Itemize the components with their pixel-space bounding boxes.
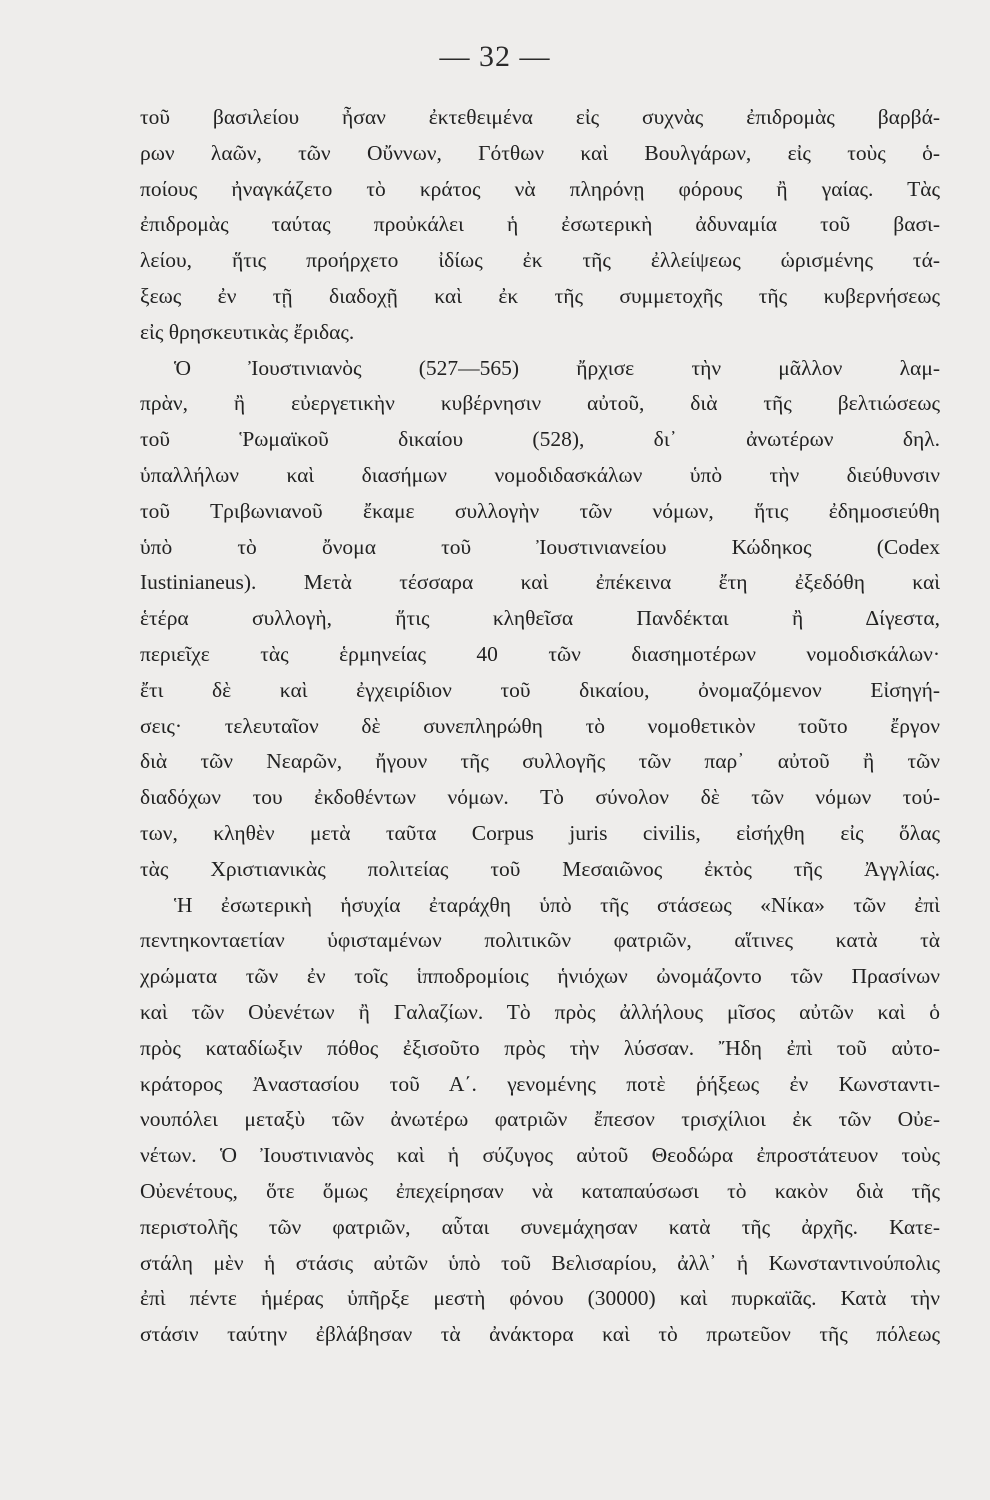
text-line: ρων λαῶν, τῶν Οὔννων, Γότθων καὶ Βουλγάρων, εἰς τοὺς ὁ- (140, 140, 940, 165)
text-line: ξεως ἐν τῇ διαδοχῇ καὶ ἐκ τῆς συμμετοχῆς τῆς κυβερνήσεως (140, 283, 940, 308)
text-line: Ἡ ἐσωτερικὴ ἡσυχία ἐταράχθη ὑπὸ τῆς στάσεως «Νίκα» τῶν ἐπὶ (174, 892, 940, 917)
text-line: λείου, ἥτις προήρχετο ἰδίως ἐκ τῆς ἐλλείψεως ὡρισμένης τά- (140, 248, 940, 273)
text-line: τοῦ Ῥωμαϊκοῦ δικαίου (528), δι᾽ ἀνωτέρων δηλ. (140, 427, 940, 452)
text-line: ἐπιδρομὰς ταύτας προὐκάλει ἡ ἐσωτερικὴ ἀδυναμία τοῦ βασι- (140, 212, 940, 237)
body-text (140, 100, 940, 1353)
text-line: στάλη μὲν ἡ στάσις αὐτῶν ὑπὸ τοῦ Βελισαρίου, ἀλλ᾽ ἡ Κωνσταντινούπολις (140, 1250, 940, 1275)
text-line: ἑτέρα συλλογὴ, ἥτις κληθεῖσα Πανδέκται ἢ Δίγεστα, (140, 606, 940, 631)
text-line: ἐπὶ πέντε ἡμέρας ὑπῆρξε μεστὴ φόνου (30000) καὶ πυρκαϊᾶς. Κατὰ τὴν (140, 1286, 940, 1311)
page-number: — 32 — (439, 40, 551, 73)
text-line: Iustinianeus). Μετὰ τέσσαρα καὶ ἐπέκεινα ἔτη ἐξεδόθη καὶ (140, 570, 940, 595)
text-line: διαδόχων του ἐκδοθέντων νόμων. Τὸ σύνολον δὲ τῶν νόμων τού- (140, 785, 940, 810)
text-line: τοῦ βασιλείου ἦσαν ἐκτεθειμένα εἰς συχνὰς ἐπιδρομὰς βαρβά- (140, 105, 940, 129)
text-line: στάσιν ταύτην ἐβλάβησαν τὰ ἀνάκτορα καὶ τὸ πρωτεῦον τῆς πόλεως (140, 1322, 940, 1347)
text-line: των, κληθὲν μετὰ ταῦτα Corpus juris civilis, εἰσήχθη εἰς ὅλας (140, 820, 940, 845)
text-line: πεντηκονταετίαν ὑφισταμένων πολιτικῶν φατριῶν, αἵτινες κατὰ τὰ (140, 928, 940, 953)
text-line: νουπόλει μεταξὺ τῶν ἀνωτέρω φατριῶν ἔπεσον τρισχίλιοι ἐκ τῶν Οὐε- (140, 1107, 940, 1132)
text-line: σεις· τελευταῖον δὲ συνεπληρώθη τὸ νομοθετικὸν τοῦτο ἔργον (140, 713, 940, 738)
text-line: ὑπὸ τὸ ὄνομα τοῦ Ἰουστινιανείου Κώδηκος (Codex (140, 534, 940, 559)
text-line: χρώματα τῶν ἐν τοῖς ἱπποδρομίοις ἡνιόχων ὠνομάζοντο τῶν Πρασίνων (140, 964, 940, 989)
text-line: καὶ τῶν Οὐενέτων ἢ Γαλαζίων. Τὸ πρὸς ἀλλήλους μῖσος αὐτῶν καὶ ὁ (140, 999, 940, 1024)
text-line: νέτων. Ὁ Ἰουστινιανὸς καὶ ἡ σύζυγος αὐτοῦ Θεοδώρα ἐπροστάτευον τοὺς (140, 1143, 940, 1168)
text-line: τοῦ Τριβωνιανοῦ ἔκαμε συλλογὴν τῶν νόμων, ἥτις ἐδημοσιεύθη (140, 498, 940, 523)
text-line: διὰ τῶν Νεαρῶν, ἤγουν τῆς συλλογῆς τῶν παρ᾽ αὐτοῦ ἢ τῶν (140, 749, 940, 774)
text-line: ἔτι δὲ καὶ ἐγχειρίδιον τοῦ δικαίου, ὀνομαζόμενον Εἰσηγή- (140, 677, 940, 702)
text-line: εἰς θρησκευτικὰς ἔριδας. (140, 319, 355, 344)
text-line: κράτορος Ἀναστασίου τοῦ Α΄. γενομένης ποτὲ ῥήξεως ἐν Κωνσταντι- (140, 1071, 940, 1096)
text-line: Ὁ Ἰουστινιανὸς (527—565) ἤρχισε τὴν μᾶλλον λαμ- (174, 355, 940, 380)
text-line: ὑπαλλήλων καὶ διασήμων νομοδιδασκάλων ὑπὸ τὴν διεύθυνσιν (140, 462, 940, 487)
text-line: Οὐενέτους, ὅτε ὅμως ἐπεχείρησαν νὰ καταπαύσωσι τὸ κακὸν διὰ τῆς (140, 1178, 940, 1203)
text-line: περιστολῆς τῶν φατριῶν, αὗται συνεμάχησαν κατὰ τῆς ἀρχῆς. Κατε- (140, 1214, 940, 1239)
text-line: ποίους ἠναγκάζετο τὸ κράτος νὰ πληρόνῃ φόρους ἢ γαίας. Τὰς (140, 176, 940, 201)
text-line: πρὸς καταδίωξιν πόθος ἐξισοῦτο πρὸς τὴν λύσσαν. Ἤδη ἐπὶ τοῦ αὐτο- (140, 1035, 940, 1060)
text-line: περιεῖχε τὰς ἑρμηνείας 40 τῶν διασημοτέρων νομοδισκάλων· (140, 641, 940, 666)
text-line: πρὰν, ἢ εὐεργετικὴν κυβέρνησιν αὐτοῦ, διὰ τῆς βελτιώσεως (140, 391, 940, 416)
text-line: τὰς Χριστιανικὰς πολιτείας τοῦ Μεσαιῶνος ἐκτὸς τῆς Ἀγγλίας. (140, 856, 940, 881)
